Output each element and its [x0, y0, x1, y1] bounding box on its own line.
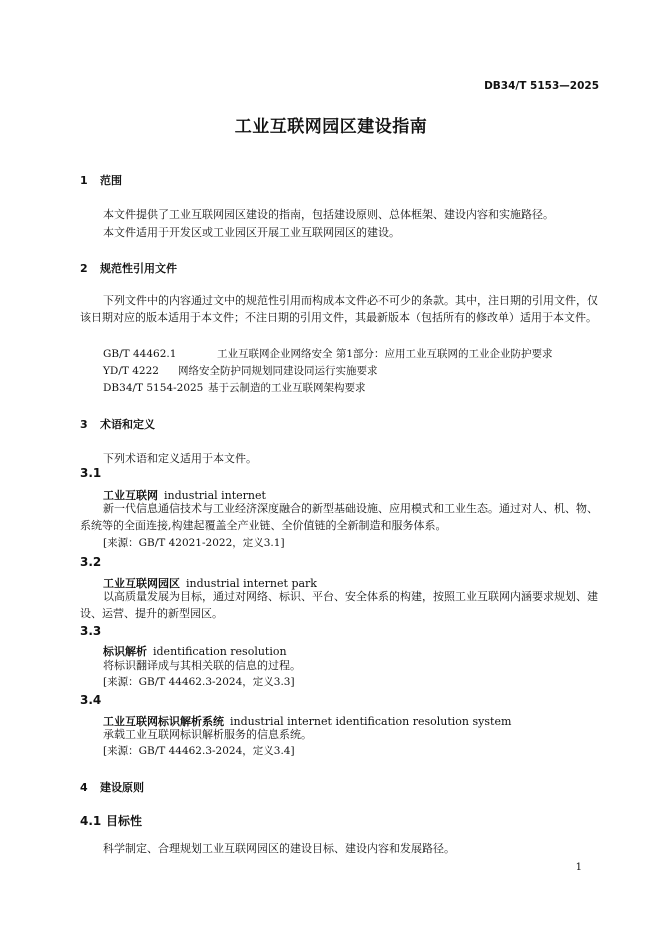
term-source: [来源：GB/T 44462.3-2024，定义3.4]	[103, 745, 295, 757]
section-heading-2	[80, 260, 177, 276]
section-number: 1	[80, 174, 88, 187]
term-zh: 工业互联网园区	[103, 577, 180, 590]
term-number: 3.4	[80, 693, 102, 707]
term-source: [来源：GB/T 44462.3-2024，定义3.3]	[103, 676, 295, 688]
page-number: 1	[575, 862, 582, 873]
term-number: 3.3	[80, 624, 102, 638]
reference-code: GB/T 44462.1	[103, 348, 177, 360]
term-en: identification resolution	[153, 645, 287, 658]
page-title: 工业互联网园区建设指南	[234, 117, 428, 137]
term-definition: 以高质量发展为目标，通过对网络、标识、平台、安全体系的构建，按照工业互联网内涵要求规划、建设、运营、提升的新型园区。	[80, 590, 598, 620]
paragraph: 科学制定、合理规划工业互联网园区的建设目标、建设内容和发展路径。	[103, 842, 455, 855]
subsection-number: 4.1	[80, 814, 102, 828]
section-title: 范围	[100, 174, 122, 187]
reference-item	[103, 363, 378, 378]
section-heading-1	[80, 172, 122, 188]
subsection-title: 目标性	[106, 814, 143, 828]
paragraph: 下列术语和定义适用于本文件。	[103, 452, 257, 465]
term-en: industrial internet identification resolution system	[230, 715, 512, 728]
section-heading-4	[80, 779, 144, 795]
reference-item	[103, 380, 366, 395]
reference-title: 工业互联网企业网络安全 第1部分：应用工业互联网的工业企业防护要求	[217, 348, 553, 360]
term-number: 3.2	[80, 555, 102, 569]
reference-title: 网络安全防护同规划同建设同运行实施要求	[178, 365, 378, 377]
subsection-heading-4-1	[80, 812, 142, 829]
reference-title: 基于云制造的工业互联网架构要求	[208, 382, 366, 394]
term-zh: 标识解析	[103, 645, 147, 658]
section-title: 规范性引用文件	[100, 262, 177, 275]
section-number: 2	[80, 262, 88, 275]
document-code: DB34/T 5153—2025	[484, 80, 599, 92]
term-definition: 将标识翻译成与其相关联的信息的过程。	[103, 659, 301, 672]
term-zh: 工业互联网标识解析系统	[103, 715, 224, 728]
paragraph: 本文件适用于开发区或工业园区开展工业互联网园区的建设。	[103, 226, 400, 239]
term-number: 3.1	[80, 466, 102, 480]
section-number: 3	[80, 418, 88, 431]
term-zh: 工业互联网	[103, 489, 158, 502]
section-number: 4	[80, 781, 88, 794]
section-heading-3	[80, 416, 155, 432]
section-title: 术语和定义	[100, 418, 155, 431]
section-title: 建设原则	[100, 781, 144, 794]
term-en: industrial internet	[164, 489, 266, 502]
reference-code: YD/T 4222	[103, 365, 159, 377]
term-en: industrial internet park	[186, 577, 317, 590]
paragraph: 本文件提供了工业互联网园区建设的指南，包括建设原则、总体框架、建设内容和实施路径。	[103, 208, 554, 221]
term-definition: 承载工业互联网标识解析服务的信息系统。	[103, 728, 312, 741]
term-definition: 新一代信息通信技术与工业经济深度融合的新型基础设施、应用模式和工业生态。通过对人、机、物、系统等的全面连接,构建起覆盖全产业链、全价值链的全新制造和服务体系。	[80, 502, 598, 532]
paragraph: 下列文件中的内容通过文中的规范性引用而构成本文件必不可少的条款。其中，注日期的引用文件，仅该日期对应的版本适用于本文件；不注日期的引用文件，其最新版本（包括所有的修改单）适用于本文件。	[80, 294, 598, 324]
term-source: [来源：GB/T 42021-2022，定义3.1]	[103, 537, 285, 549]
reference-item	[103, 346, 553, 361]
reference-code: DB34/T 5154-2025	[103, 382, 204, 394]
